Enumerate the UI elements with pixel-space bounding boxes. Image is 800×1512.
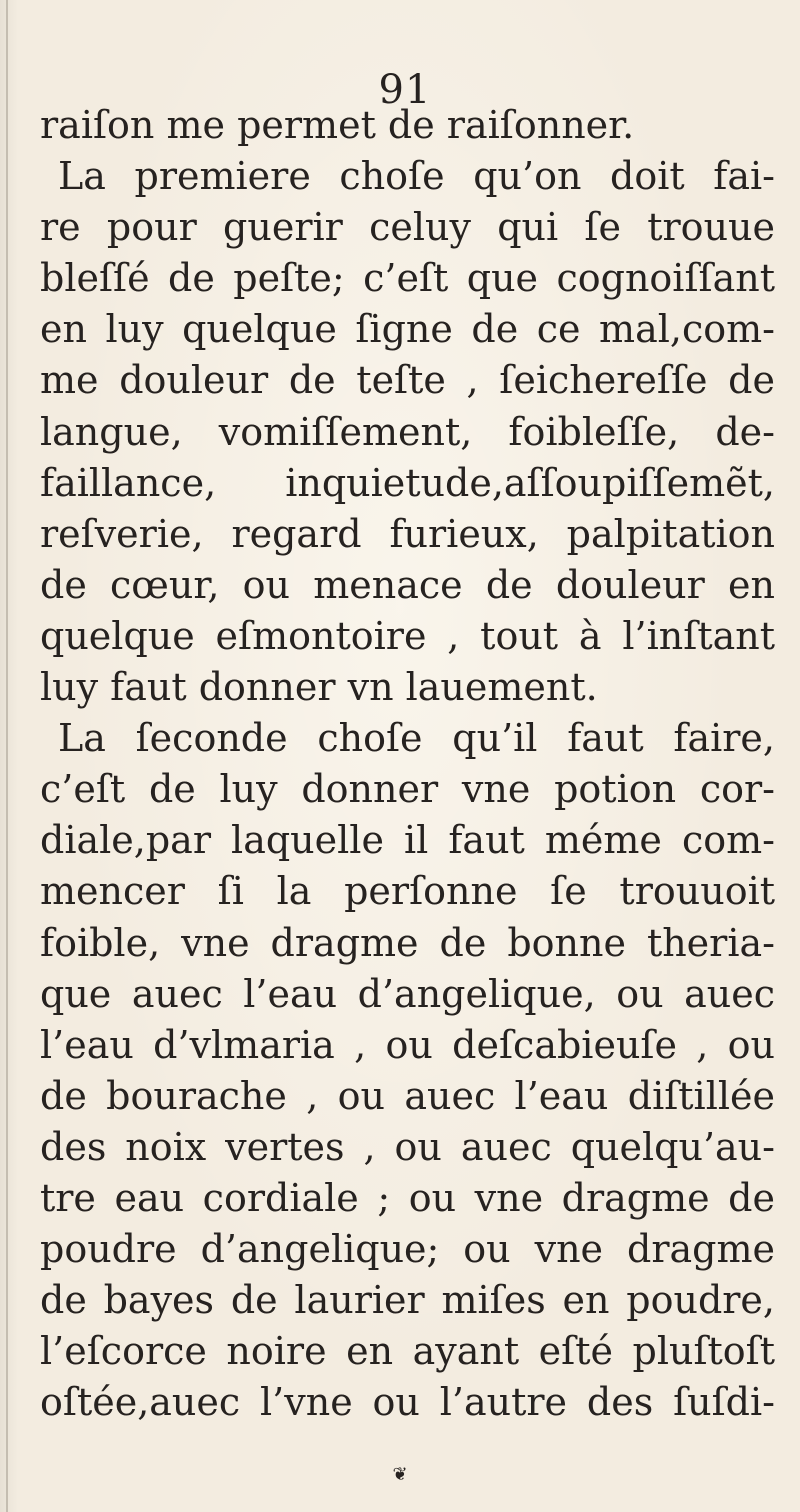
body-text bbox=[40, 100, 775, 1428]
text-line-16: mencer ſi la perſonne ſe trouuoit bbox=[40, 869, 775, 914]
text-line-7: langue, vomiſſement, foibleſſe, de- bbox=[40, 409, 775, 454]
text-line-20: de bourache , ou auec l’eau diſtillée bbox=[40, 1073, 775, 1118]
text-line-8: faillance, inquietude,aſſoupiſſemẽt, bbox=[40, 460, 775, 505]
text-line-25: l’eſcorce noire en ayant eſté pluſtoſt bbox=[40, 1329, 775, 1374]
text-line-13: La ſeconde choſe qu’il faut faire, bbox=[58, 716, 775, 761]
text-line-2: La premiere choſe qu’on doit fai- bbox=[58, 154, 775, 199]
text-line-21: des noix vertes , ou auec quelqu’au- bbox=[40, 1124, 775, 1169]
text-line-10: de cœur, ou menace de douleur en bbox=[40, 562, 775, 607]
page-number: 91 bbox=[378, 67, 432, 113]
text-line-17: foible, vne dragme de bonne theria- bbox=[40, 920, 775, 965]
text-line-12: luy faut donner vn lauement. bbox=[40, 665, 598, 710]
text-line-23: poudre d’angelique; ou vne dragme bbox=[40, 1227, 775, 1272]
text-line-18: que auec l’eau d’angelique, ou auec bbox=[40, 971, 775, 1016]
text-line-22: tre eau cordiale ; ou vne dragme de bbox=[40, 1175, 775, 1220]
text-line-11: quelque eſmontoire , tout à l’inſtant bbox=[40, 613, 775, 658]
text-line-6: me douleur de teſte , ſeichereſſe de bbox=[40, 358, 775, 403]
text-line-3: re pour guerir celuy qui ſe trouue bbox=[40, 205, 775, 250]
text-line-5: en luy quelque ſigne de ce mal,com- bbox=[40, 307, 775, 352]
text-line-15: diale,par laquelle il faut méme com- bbox=[40, 818, 775, 863]
text-line-24: de bayes de laurier miſes en poudre, bbox=[40, 1278, 775, 1323]
text-line-9: reſverie, regard furieux, palpitation bbox=[40, 511, 775, 556]
text-line-19: l’eau d’vlmaria , ou deſcabieuſe , ou bbox=[40, 1022, 775, 1067]
text-line-14: c’eſt de luy donner vne potion cor- bbox=[40, 767, 775, 812]
text-line-26: oſtée,auec l’vne ou l’autre des ſuſdi- bbox=[40, 1380, 775, 1425]
page-edge bbox=[6, 0, 8, 1512]
text-line-4: bleſſé de peſte; c’eſt que cognoiſſant bbox=[40, 256, 775, 301]
printer-mark-icon: ❦ bbox=[392, 1464, 408, 1485]
text-line-1: raiſon me permet de raiſonner. bbox=[40, 103, 635, 147]
